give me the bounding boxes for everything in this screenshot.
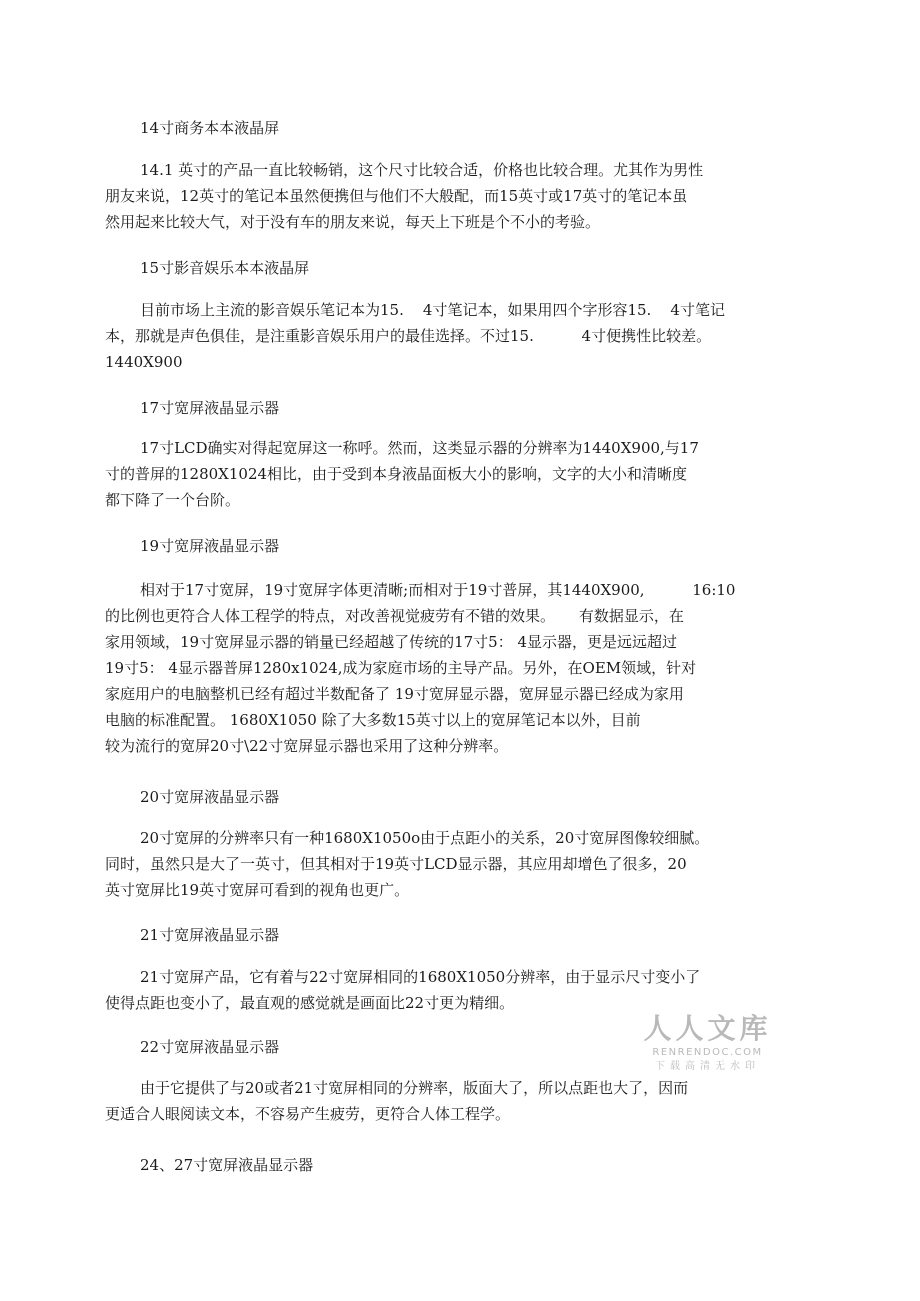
body-line: 家庭用户的电脑整机已经有超过半数配备了 19寸宽屏显示器，宽屏显示器已经成为家用: [105, 685, 684, 703]
body-line: 家用领域，19寸宽屏显示器的销量已经超越了传统的17寸5： 4显示器，更是远远超过: [105, 633, 678, 651]
section-heading-15-inch: 15寸影音娱乐本本液晶屏: [140, 259, 310, 277]
section-body-17-inch: [105, 435, 825, 513]
body-line: 更适合人眼阅读文本，不容易产生疲劳，更符合人体工程学。: [105, 1105, 511, 1123]
body-line: 的比例也更符合人体工程学的特点，对改善视觉疲劳有不错的效果。 有数据显示，在: [105, 607, 684, 625]
section-body-20-inch: [105, 825, 825, 903]
section-heading-21-inch: 21寸宽屏液晶显示器: [140, 926, 280, 944]
section-heading-20-inch: 20寸宽屏液晶显示器: [140, 788, 280, 806]
section-heading-24-27-inch: 24、27寸宽屏液晶显示器: [140, 1156, 314, 1174]
body-line: 英寸宽屏比19英寸宽屏可看到的视角也更广。: [105, 881, 410, 899]
body-line: 相对于17寸宽屏，19寸宽屏字体更清晰;而相对于19寸普屏，其1440X900, 16:10: [140, 581, 736, 599]
watermark-tagline: 下载高清无水印: [655, 1061, 760, 1072]
body-line: 朋友来说，12英寸的笔记本虽然便携但与他们不大般配，而15英寸或17英寸的笔记本虽: [105, 187, 688, 205]
section-body-21-inch: [105, 964, 825, 1016]
body-line: 较为流行的宽屏20寸\22寸宽屏显示器也采用了这种分辨率。: [105, 737, 509, 755]
section-heading-17-inch: 17寸宽屏液晶显示器: [140, 399, 280, 417]
body-line: 都下降了一个台阶。: [105, 491, 241, 509]
section-heading-19-inch: 19寸宽屏液晶显示器: [140, 537, 280, 555]
body-line: 20寸宽屏的分辨率只有一种1680X1050o由于点距小的关系，20寸宽屏图像较细腻。: [140, 829, 710, 847]
body-line: 1440X900: [105, 353, 183, 371]
body-line: 然用起来比较大气，对于没有车的朋友来说，每天上下班是个不小的考验。: [105, 213, 601, 231]
section-heading-14-inch: 14寸商务本本液晶屏: [140, 119, 280, 137]
body-line: 19寸5： 4显示器普屏1280x1024,成为家庭市场的主导产品。另外，在OEM领域，针对: [105, 659, 697, 677]
section-body-15-inch: [105, 297, 825, 375]
body-line: 电脑的标准配置。 1680X1050 除了大多数15英寸以上的宽屏笔记本以外，目前: [105, 711, 641, 729]
body-line: 目前市场上主流的影音娱乐笔记本为15. 4寸笔记本，如果用四个字形容15. 4寸笔记: [140, 301, 725, 319]
body-line: 使得点距也变小了，最直观的感觉就是画面比22寸更为精细。: [105, 994, 515, 1012]
section-heading-22-inch: 22寸宽屏液晶显示器: [140, 1038, 280, 1056]
section-body-22-inch: [105, 1075, 825, 1127]
watermark-logo: [640, 1012, 775, 1074]
body-line: 14.1 英寸的产品一直比较畅销，这个尺寸比较合适，价格也比较合理。尤其作为男性: [140, 161, 704, 179]
body-line: 21寸宽屏产品，它有着与22寸宽屏相同的1680X1050分辨率，由于显示尺寸变小了: [140, 968, 701, 986]
body-line: 本，那就是声色俱佳，是注重影音娱乐用户的最佳选择。不过15. 4寸便携性比较差。: [105, 327, 712, 345]
body-line: 同时，虽然只是大了一英寸，但其相对于19英寸LCD显示器，其应用却增色了很多，20: [105, 855, 687, 873]
watermark-domain: RENRENDOC.COM: [652, 1047, 763, 1058]
body-line: 由于它提供了与20或者21寸宽屏相同的分辨率，版面大了，所以点距也大了，因而: [140, 1079, 689, 1097]
section-body-19-inch: [105, 577, 825, 759]
watermark-brand: 人人文库: [643, 1012, 772, 1045]
section-body-14-inch: [105, 157, 825, 235]
body-line: 寸的普屏的1280X1024相比，由于受到本身液晶面板大小的影响，文字的大小和清晰度: [105, 465, 688, 483]
body-line: 17寸LCD确实对得起宽屏这一称呼。然而，这类显示器的分辨率为1440X900,与17: [140, 439, 699, 457]
